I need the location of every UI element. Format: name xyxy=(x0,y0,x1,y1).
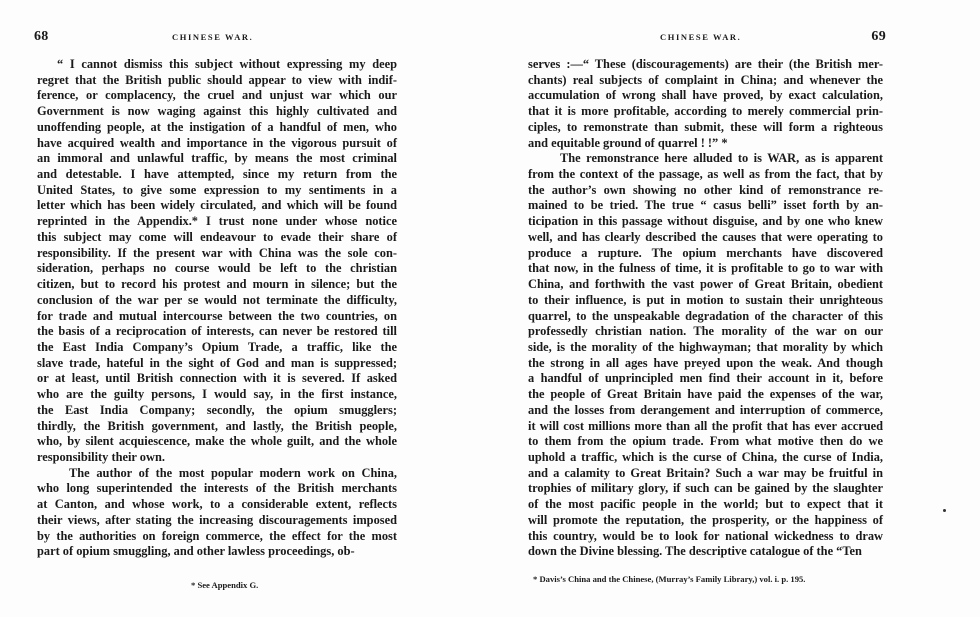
print-speck xyxy=(943,509,946,512)
text-line: mained to be tried. The true “ casus belli” isset forth by an- xyxy=(528,198,883,213)
text-line: reprinted in the Appendix.* I trust none under whose notice xyxy=(37,214,397,229)
text-line: from the context of the passage, as well as from the fact, that by xyxy=(528,167,883,182)
text-line: slave trade, hateful in the sight of God and man is suppressed; xyxy=(37,355,397,370)
page-number: 68 xyxy=(34,29,49,44)
text-line: will promote the reputation, the prosperity, or the happiness of xyxy=(528,512,883,527)
text-line: an immoral and unlawful traffic, by means the most criminal xyxy=(37,151,397,166)
text-line: responsibility. If the present war with China was the sole con- xyxy=(37,245,397,260)
text-line: and equitable ground of quarrel ! !” * xyxy=(528,135,728,150)
text-line: and detestable. I have attempted, since my return from the xyxy=(37,167,397,182)
text-line: ticipation in this passage without disguise, and by one who knew xyxy=(528,214,883,229)
text-line: The author of the most popular modern work on China, xyxy=(69,465,397,480)
text-line: the basis of a reciprocation of interests, can never be restored till xyxy=(37,324,397,339)
text-line: chants) real subjects of complaint in China; and whenever the xyxy=(528,72,883,87)
text-line: “ I cannot dismiss this subject without expressing my deep xyxy=(57,57,397,71)
text-line: and the losses from derangement and interruption of commerce, xyxy=(528,402,883,417)
text-line: professedly christian nation. The morality of the war on our xyxy=(528,324,883,339)
text-line: well, and has clearly described the causes that were operating to xyxy=(528,229,883,244)
page-number: 69 xyxy=(871,29,886,44)
text-line: side, is the morality of the highwayman; that morality by which xyxy=(528,339,883,354)
text-line: their views, after stating the increasing discouragements imposed xyxy=(37,512,397,527)
text-line: of the most pacific people in the world; but to expect that it xyxy=(528,497,883,512)
text-line: serves :—“ These (discouragements) are their (the British mer- xyxy=(528,57,883,71)
text-line: trophies of military glory, if such can be gained by the slaughter xyxy=(528,481,883,496)
footnote: * Davis’s China and the Chinese, (Murray’s Family Library,) vol. i. p. 195. xyxy=(533,574,806,584)
body-text xyxy=(37,57,397,560)
text-line: ference, or complacency, the cruel and unjust war which our xyxy=(37,88,397,103)
text-line: quarrel, to the unspeakable degradation of the character of this xyxy=(528,308,883,323)
footnote: * See Appendix G. xyxy=(191,580,259,590)
text-line: letter which has been widely circulated, and which will be found xyxy=(37,198,397,213)
text-line: who long superintended the interests of the British merchants xyxy=(37,481,397,496)
text-line: this subject may come will endeavour to evade their share of xyxy=(37,229,397,244)
right-page xyxy=(490,0,980,617)
running-head: CHINESE WAR. xyxy=(172,32,254,42)
text-line: sideration, perhaps no course would be left to the christian xyxy=(37,261,397,276)
text-line: a handful of unprincipled men find their account in it, before xyxy=(528,371,883,386)
text-line: the East India Company; secondly, the opium smugglers; xyxy=(37,402,397,417)
running-head: CHINESE WAR. xyxy=(660,32,742,42)
text-line: who are the guilty persons, I would say, in the first instance, xyxy=(37,387,397,402)
text-line: ciples, to remonstrate than submit, these will form a righteous xyxy=(528,119,883,134)
text-line: or at least, until British connection with it is severed. If asked xyxy=(37,371,397,386)
text-line: that now, in the fulness of time, it is profitable to go to war with xyxy=(528,261,883,276)
text-line: Government is now waging against this highly cultivated and xyxy=(37,104,397,119)
text-line: down the Divine blessing. The descriptive catalogue of the “Ten xyxy=(528,544,862,559)
text-line: The remonstrance here alluded to is WAR, as is apparent xyxy=(560,151,883,166)
text-line: that it is more profitable, according to merely commercial prin- xyxy=(528,104,883,119)
text-line: to their influence, is put in motion to sustain their unrighteous xyxy=(528,292,883,307)
text-line: citizen, but to record his protest and mourn in silence; but the xyxy=(37,277,397,292)
text-line: have acquired wealth and importance in the vigorous pursuit of xyxy=(37,135,397,150)
text-line: conclusion of the war per se would not terminate the difficulty, xyxy=(37,292,397,307)
text-line: to them from the opium trade. From what motive then do we xyxy=(528,434,883,449)
text-line: for trade and mutual intercourse between the two countries, on xyxy=(37,308,397,323)
text-line: thirdly, the British government, and lastly, the British people, xyxy=(37,418,397,433)
text-line: it will cost millions more than all the profit that has ever accrued xyxy=(528,418,883,433)
text-line: uphold a traffic, which is the curse of China, the curse of India, xyxy=(528,449,883,464)
text-line: this country, would be to look for national wickedness to draw xyxy=(528,528,883,543)
text-line: China, and forthwith the vast power of Great Britain, obedient xyxy=(528,277,883,292)
text-line: at Canton, and whose work, to a considerable extent, reflects xyxy=(37,497,397,512)
text-line: the author’s own showing no other kind of remonstrance re- xyxy=(528,182,883,197)
text-line: the people of Great Britain have paid the expenses of the war, xyxy=(528,387,883,402)
text-line: responsibility their own. xyxy=(37,449,165,464)
text-line: the East India Company’s Opium Trade, a traffic, like the xyxy=(37,339,397,354)
text-line: and a calamity to Great Britain? Such a war may be fruitful in xyxy=(528,465,883,480)
text-line: accumulation of wrong shall have proved, by exact calculation, xyxy=(528,88,883,103)
text-line: regret that the British public should appear to view with indif- xyxy=(37,72,397,87)
body-text xyxy=(528,57,883,560)
text-line: part of opium smuggling, and other lawless proceedings, ob- xyxy=(37,544,355,559)
text-line: United States, to give some expression to my sentiments in a xyxy=(37,182,397,197)
text-line: who, by silent acquiescence, make the whole guilt, and the whole xyxy=(37,434,397,449)
text-line: unoffending people, at the instigation of a handful of men, who xyxy=(37,119,397,134)
text-line: the strong in all ages have preyed upon the weak. And though xyxy=(528,355,883,370)
text-line: by the authorities on foreign commerce, the effect for the most xyxy=(37,528,397,543)
text-line: produce a rupture. The opium merchants have discovered xyxy=(528,245,883,260)
